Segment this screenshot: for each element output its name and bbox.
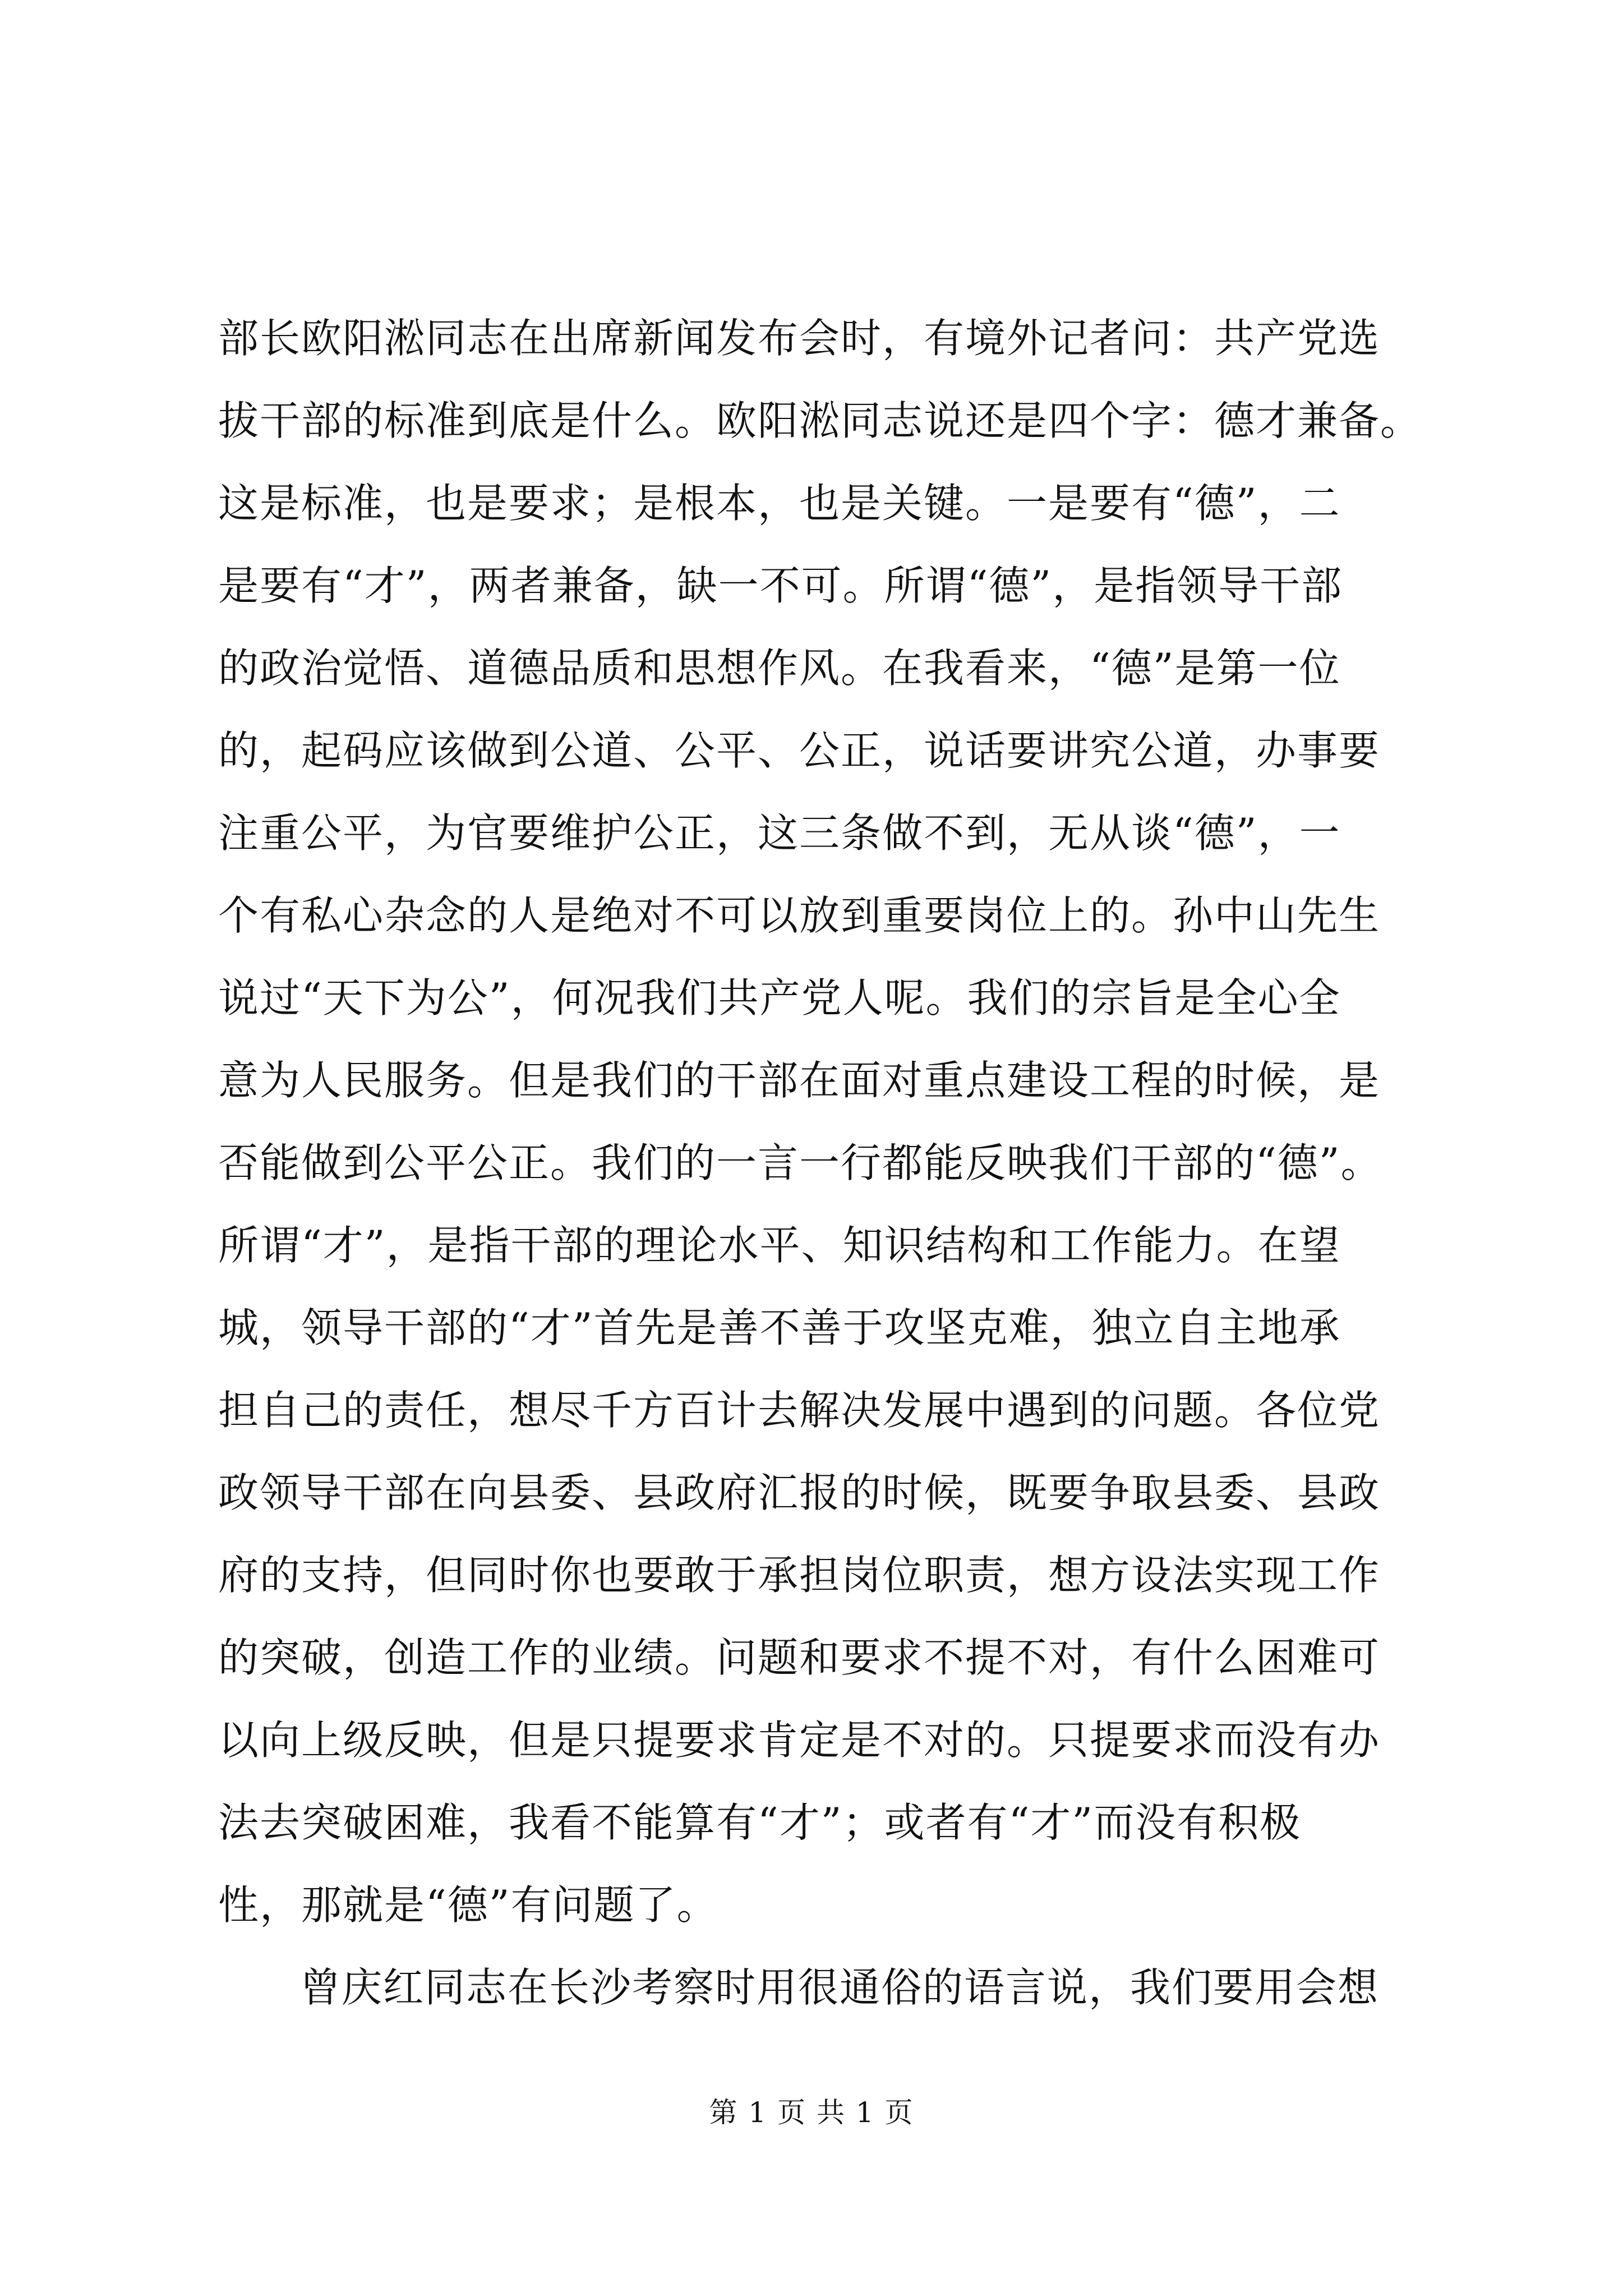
text-line: 性，那就是“德”有问题了。 — [218, 1881, 718, 1929]
text-line: 的政治觉悟、道德品质和思想作风。在我看来，“德”是第一位 — [218, 645, 1341, 692]
text-line: 意为人民服务。但是我们的干部在面对重点建设工程的时候，是 — [218, 1057, 1381, 1104]
page-footer: 第 1 页 共 1 页 — [709, 2096, 914, 2129]
text-line: 拔干部的标准到底是什么。欧阳淞同志说还是四个字：德才兼备。 — [218, 397, 1422, 444]
text-line: 注重公平，为官要维护公正，这三条做不到，无从谈“德”，一 — [218, 809, 1341, 857]
text-line: 是要有“才”，两者兼备，缺一不可。所谓“德”，是指领导干部 — [218, 562, 1343, 609]
text-line: 担自己的责任，想尽千方百计去解决发展中遇到的问题。各位党 — [218, 1387, 1381, 1434]
text-line: 以向上级反映，但是只提要求肯定是不对的。只提要求而没有办 — [218, 1717, 1381, 1764]
document-body — [218, 297, 1422, 2029]
text-line: 这是标准，也是要求；是根本，也是关键。一是要有“德”，二 — [218, 480, 1341, 527]
text-line: 个有私心杂念的人是绝对不可以放到重要岗位上的。孙中山先生 — [218, 892, 1381, 939]
text-line: 所谓“才”，是指干部的理论水平、知识结构和工作能力。在望 — [218, 1222, 1341, 1269]
text-line: 城，领导干部的“才”首先是善不善于攻坚克难，独立自主地承 — [218, 1304, 1341, 1351]
text-line: 部长欧阳淞同志在出席新闻发布会时，有境外记者问：共产党选 — [218, 315, 1381, 362]
text-line: 府的支持，但同时你也要敢于承担岗位职责，想方设法实现工作 — [218, 1552, 1381, 1599]
text-line: 政领导干部在向县委、县政府汇报的时候，既要争取县委、县政 — [218, 1469, 1381, 1516]
text-line: 法去突破困难，我看不能算有“才”；或者有“才”而没有积极 — [218, 1799, 1302, 1846]
text-line: 的，起码应该做到公道、公平、公正，说话要讲究公道，办事要 — [218, 727, 1381, 774]
paragraph-start-line: 曾庆红同志在长沙考察时用很通俗的语言说，我们要用会想 — [300, 1964, 1380, 2011]
text-line: 否能做到公平公正。我们的一言一行都能反映我们干部的“德”。 — [218, 1139, 1382, 1186]
text-line: 的突破，创造工作的业绩。问题和要求不提不对，有什么困难可 — [218, 1634, 1381, 1681]
text-line: 说过“天下为公”，何况我们共产党人呢。我们的宗旨是全心全 — [218, 974, 1341, 1022]
